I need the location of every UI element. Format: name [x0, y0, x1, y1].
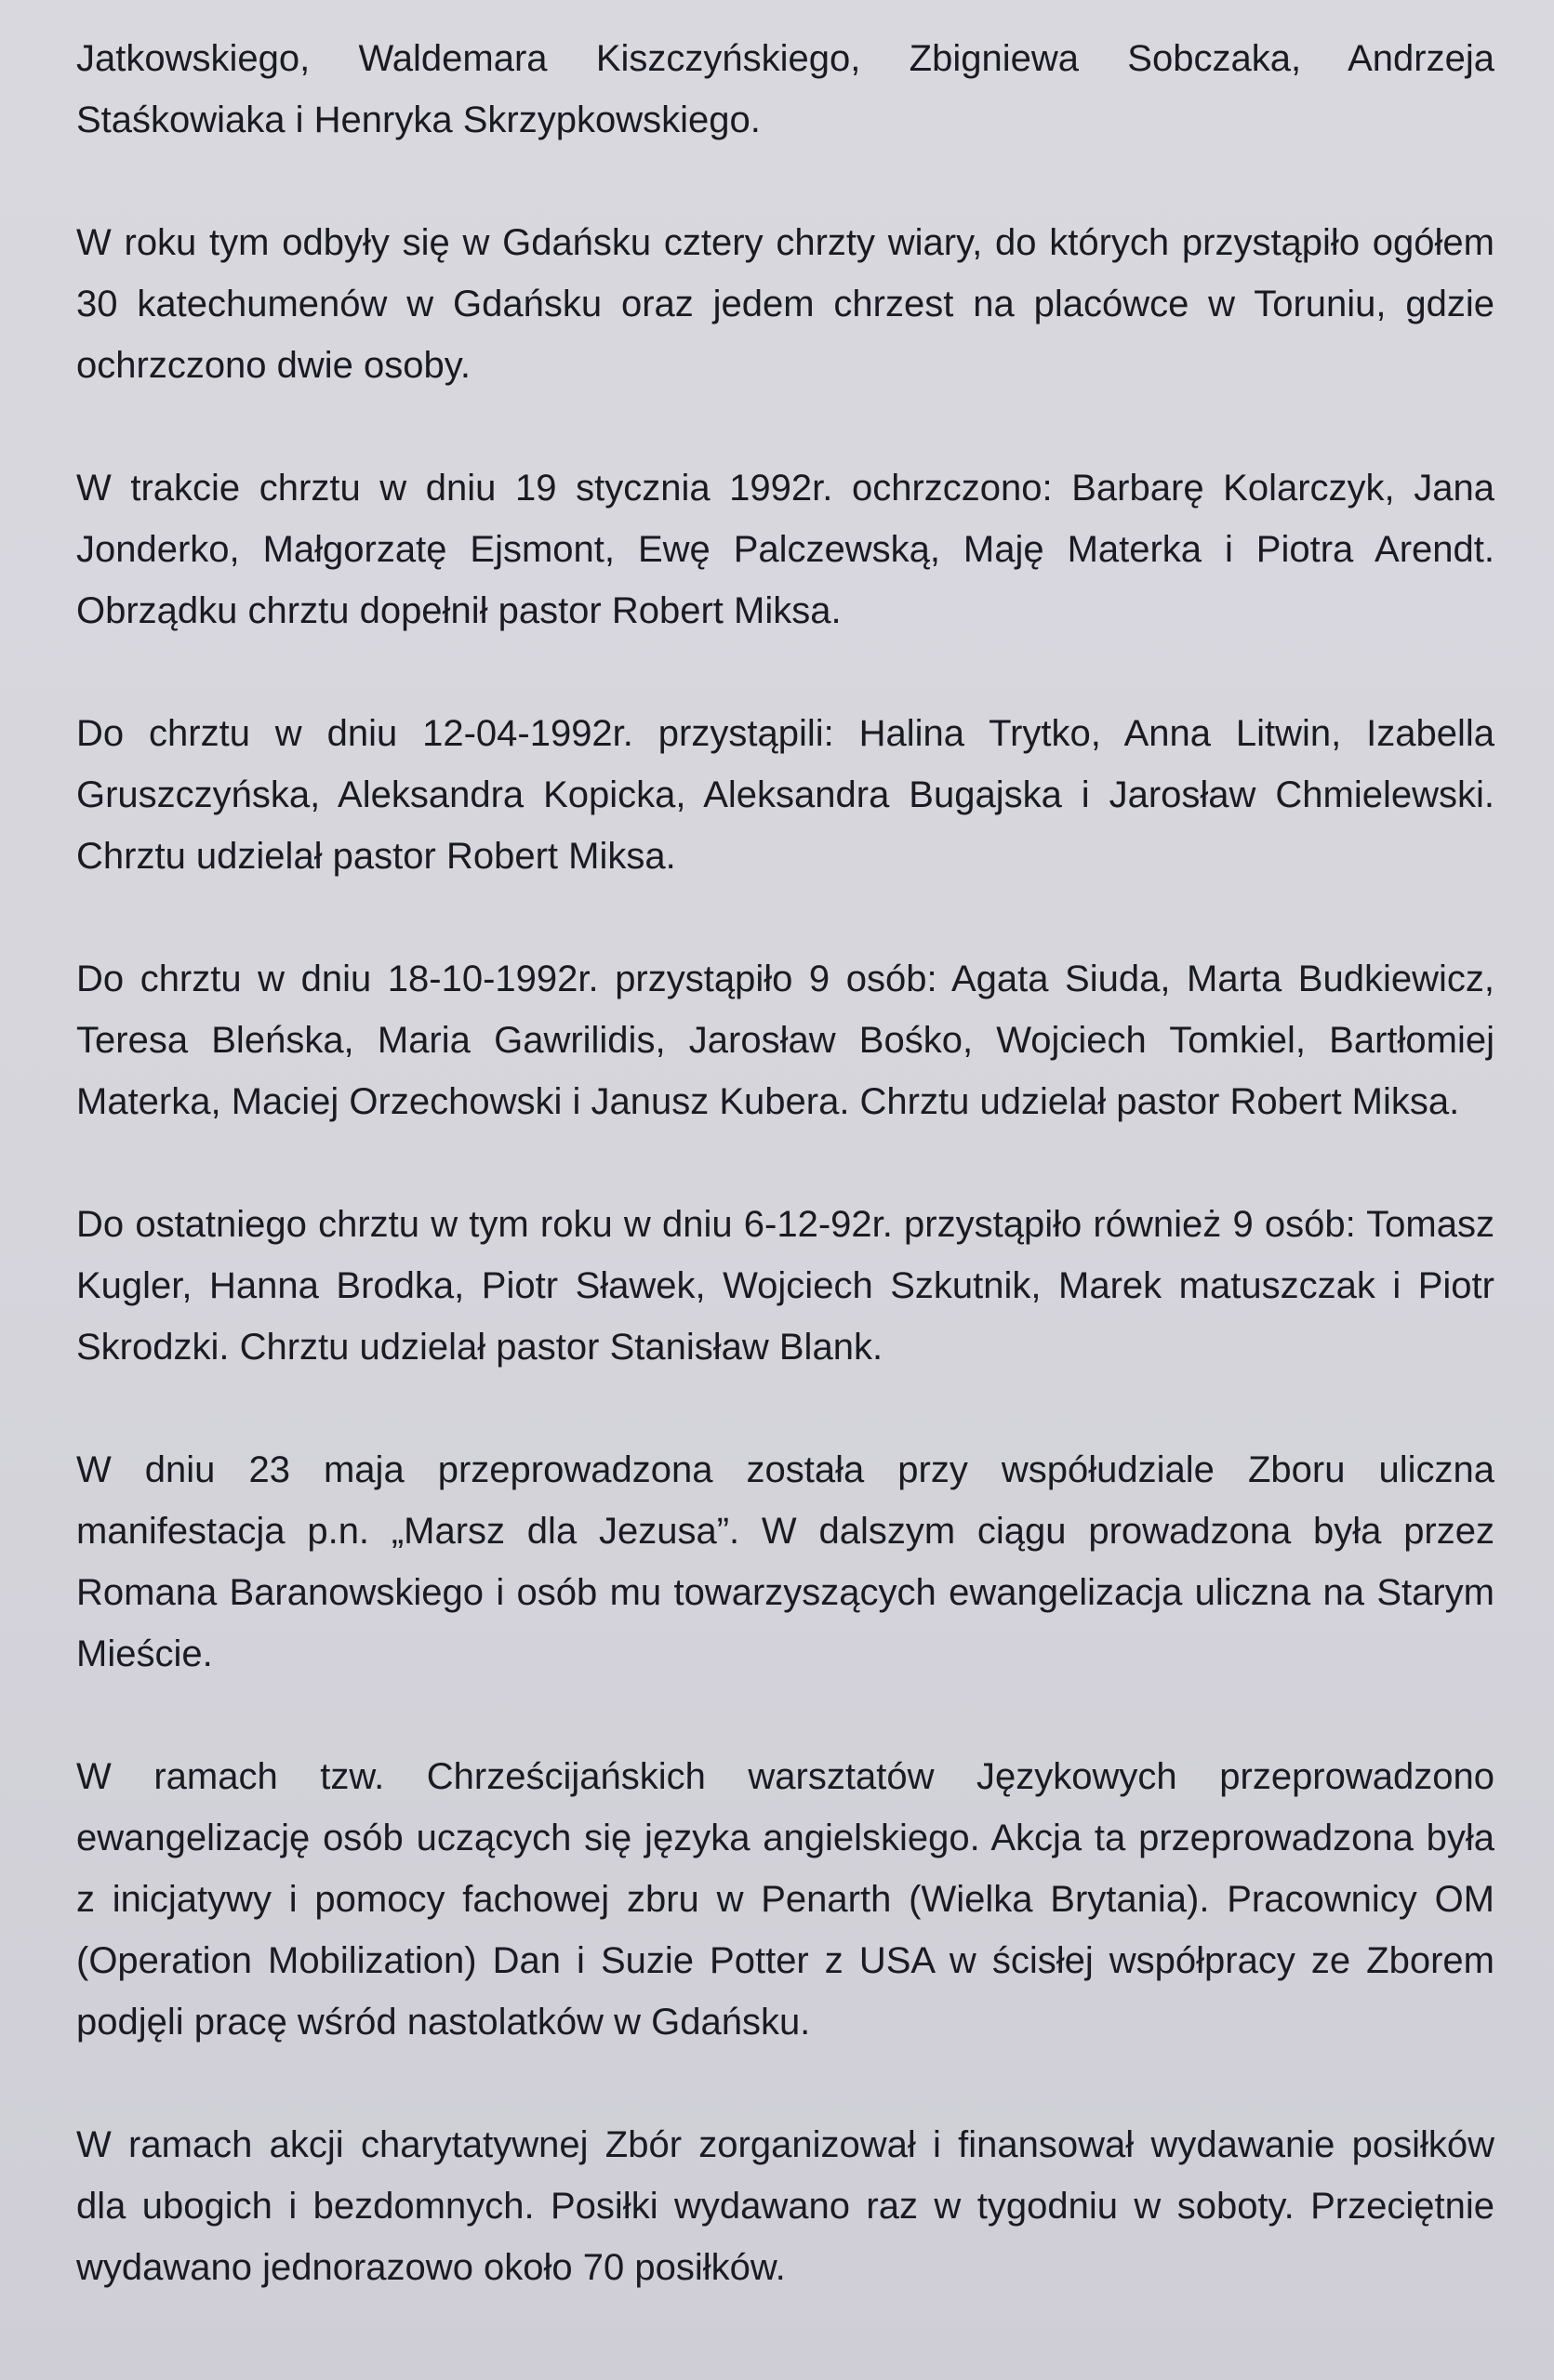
paragraph-intro-names: Jatkowskiego, Waldemara Kiszczyńskiego, Zbigniewa Sobczaka, Andrzeja Staśkowiaka i Henryka Skrzypkowskiego. — [76, 38, 1494, 140]
paragraph-baptism-january: W trakcie chrztu w dniu 19 stycznia 1992r. ochrzczono: Barbarę Kolarczyk, Jana Jonderko, Małgorzatę Ejsmont, Ewę Palczewską, Maję Materka i Piotra Arendt. Obrządku chrztu dopełnił pastor Robert Miksa. — [76, 468, 1494, 631]
paragraph-baptism-april: Do chrztu w dniu 12-04-1992r. przystąpili: Halina Trytko, Anna Litwin, Izabella Gruszczyńska, Aleksandra Kopicka, Aleksandra Bugajska i Jarosław Chmielewski. Chrztu udzielał pastor Robert Miksa. — [76, 713, 1494, 877]
document-page — [76, 28, 1494, 2298]
paragraph-baptism-december: Do ostatniego chrztu w tym roku w dniu 6-12-92r. przystąpiło również 9 osób: Tomasz Kugler, Hanna Brodka, Piotr Sławek, Wojciech Szkutnik, Marek matuszczak i Piotr Skrodzki. Chrztu udzielał pastor Stanisław Blank. — [76, 1204, 1494, 1368]
paragraph-language-workshops: W ramach tzw. Chrześcijańskich warsztatów Językowych przeprowadzono ewangelizację osób uczących się języka angielskiego. Akcja ta przeprowadzona była z inicjatywy i pomocy fachowej zbru w Penarth (Wielka Brytania). Pracownicy OM (Operation Mobilization) Dan i Suzie Potter z USA w ścisłej współpracy ze Zborem podjęli pracę wśród nastolatków w Gdańsku. — [76, 1756, 1494, 2043]
paragraph-baptisms-summary: W roku tym odbyły się w Gdańsku cztery chrzty wiary, do których przystąpiło ogółem 30 katechumenów w Gdańsku oraz jedem chrzest na placówce w Toruniu, gdzie ochrzczono dwie osoby. — [76, 222, 1494, 386]
paragraph-march-for-jesus: W dniu 23 maja przeprowadzona została przy współudziale Zboru uliczna manifestacja p.n. „Marsz dla Jezusa”. W dalszym ciągu prowadzona była przez Romana Baranowskiego i osób mu towarzyszących ewangelizacja uliczna na Starym Mieście. — [76, 1449, 1494, 1674]
paragraph-charity-meals: W ramach akcji charytatywnej Zbór zorganizował i finansował wydawanie posiłków dla ubogich i bezdomnych. Posiłki wydawano raz w tygodniu w soboty. Przeciętnie wydawano jednorazowo około 70 posiłków. — [76, 2124, 1494, 2288]
paragraph-baptism-october: Do chrztu w dniu 18-10-1992r. przystąpiło 9 osób: Agata Siuda, Marta Budkiewicz, Teresa Bleńska, Maria Gawrilidis, Jarosław Bośko, Wojciech Tomkiel, Bartłomiej Materka, Maciej Orzechowski i Janusz Kubera. Chrztu udzielał pastor Robert Miksa. — [76, 959, 1494, 1122]
